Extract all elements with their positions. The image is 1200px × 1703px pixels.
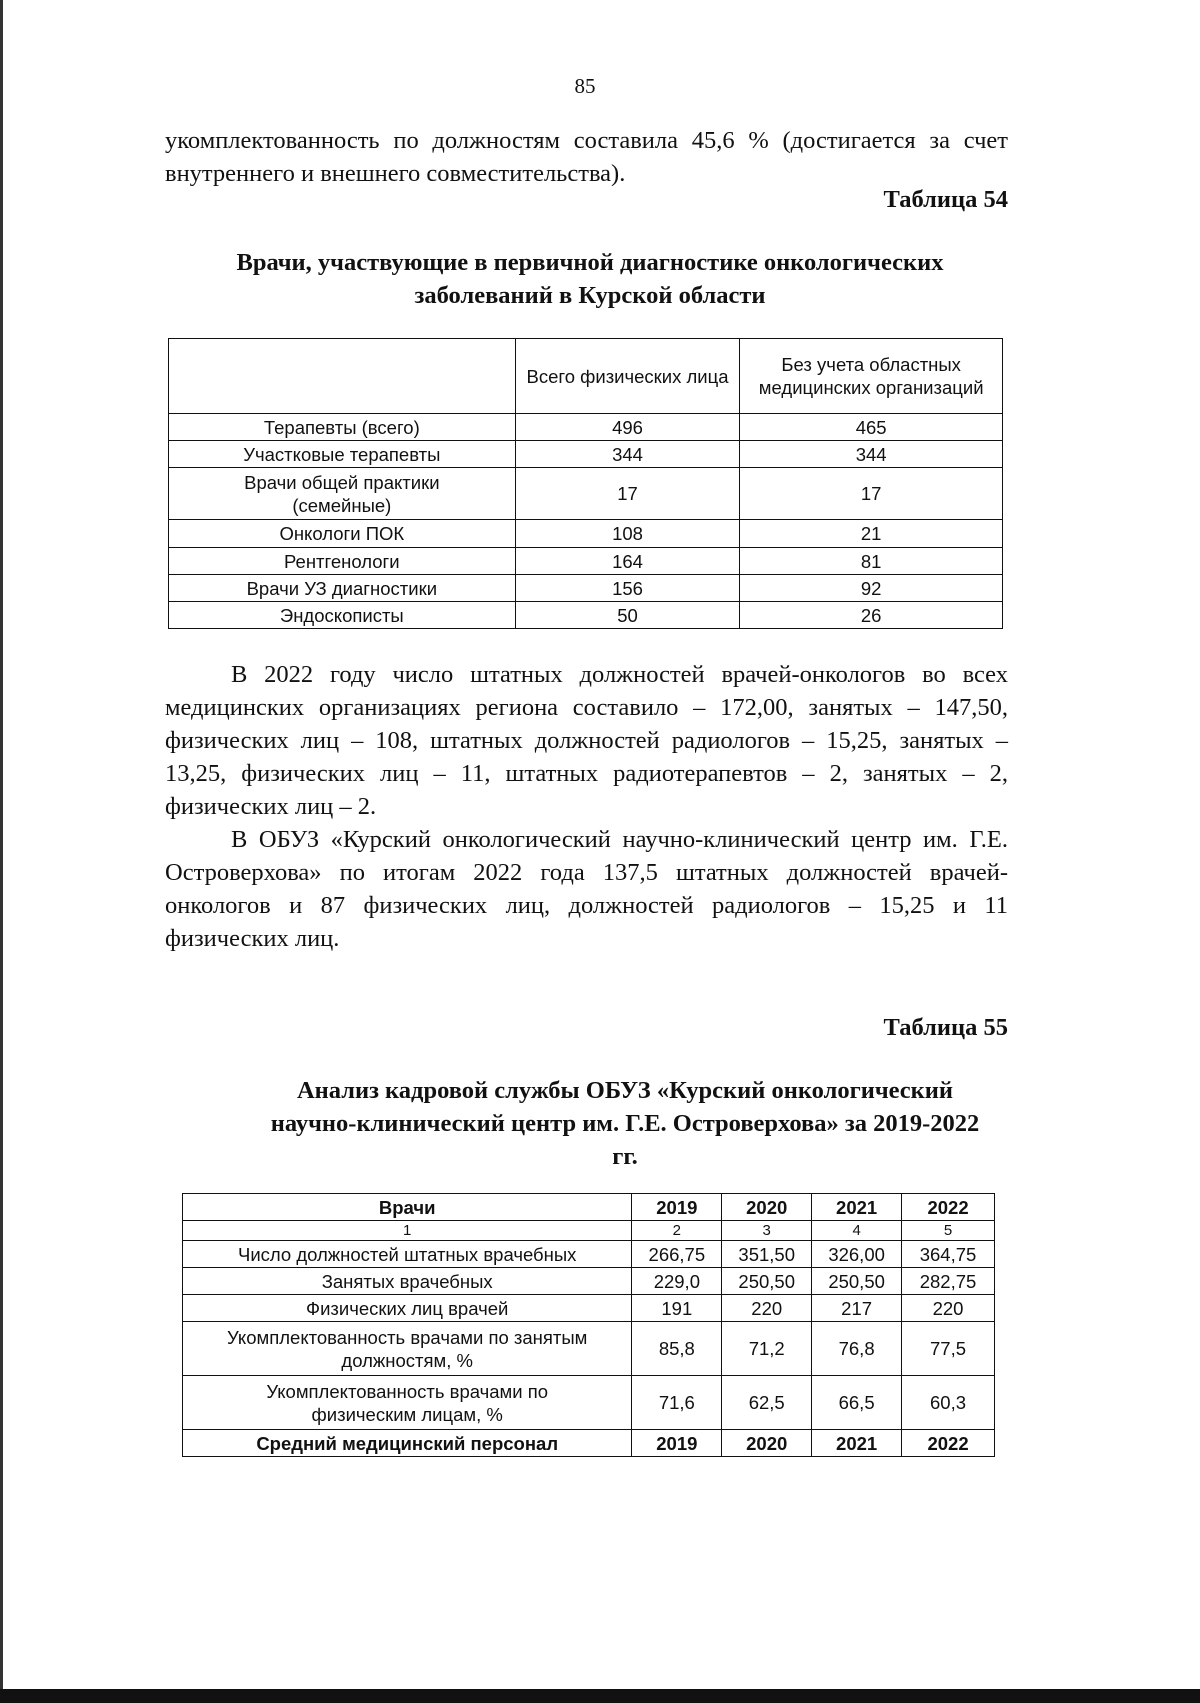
cell: 62,5: [722, 1376, 812, 1430]
cell: 81: [740, 548, 1003, 575]
cell: 250,50: [722, 1268, 812, 1295]
table55-caption: Таблица 55: [883, 1014, 1008, 1041]
intro-paragraph: укомплектованность по должностям составила 45,6 % (достигается за счет внутреннего и внешнего совместительства).: [165, 127, 1008, 187]
cell: 60,3: [902, 1376, 995, 1430]
header-cell: 2020: [722, 1194, 812, 1221]
cell: 3: [722, 1221, 812, 1241]
header-cell: Врачи: [183, 1194, 632, 1221]
cell: Врачи общей практики (семейные): [169, 468, 516, 520]
cell: Занятых врачебных: [183, 1268, 632, 1295]
cell: 17: [740, 468, 1003, 520]
cell: 351,50: [722, 1241, 812, 1268]
header-cell: Без учета областных медицинских организаций: [740, 339, 1003, 414]
cell: 21: [740, 520, 1003, 548]
cell: Число должностей штатных врачебных: [183, 1241, 632, 1268]
cell: 1: [183, 1221, 632, 1241]
cell: Врачи УЗ диагностики: [169, 575, 516, 602]
cell: 191: [632, 1295, 722, 1322]
cell: 266,75: [632, 1241, 722, 1268]
cell: 164: [515, 548, 740, 575]
table-row: [183, 1295, 995, 1322]
cell: 217: [812, 1295, 902, 1322]
cell: Физических лиц врачей: [183, 1295, 632, 1322]
cell: Онкологи ПОК: [169, 520, 516, 548]
cell: 282,75: [902, 1268, 995, 1295]
cell: 66,5: [812, 1376, 902, 1430]
paragraph: В 2022 году число штатных должностей врачей-онкологов во всех медицинских организациях региона составило – 172,00, занятых – 147,50, физических лиц – 108, штатных должностей радиологов – 15,25, занятых – 13,25, физических лиц – 11, штатных радиотерапевтов – 2, занятых – 2, физических лиц – 2.: [165, 661, 1008, 820]
table-row: [183, 1268, 995, 1295]
table-row: [169, 468, 1003, 520]
cell: 2019: [632, 1430, 722, 1457]
cell: 17: [515, 468, 740, 520]
table-row: [183, 1241, 995, 1268]
cell: 5: [902, 1221, 995, 1241]
header-cell: 2021: [812, 1194, 902, 1221]
cell: Рентгенологи: [169, 548, 516, 575]
paragraph: В ОБУЗ «Курский онкологический научно-клинический центр им. Г.Е. Островерхова» по итогам 2022 года 137,5 штатных должностей врачей-онкологов и 87 физических лиц, должностей радиологов – 15,25 и 11 физических лиц.: [165, 826, 1008, 952]
header-cell: [169, 339, 516, 414]
table-header-row: [169, 339, 1003, 414]
cell: 4: [812, 1221, 902, 1241]
table-row: [169, 602, 1003, 629]
cell: 344: [515, 441, 740, 468]
cell: 326,00: [812, 1241, 902, 1268]
table-row: [169, 441, 1003, 468]
cell: 465: [740, 414, 1003, 441]
table54-title: Врачи, участвующие в первичной диагностике онкологических заболеваний в Курской области: [236, 249, 944, 309]
table55-title: Анализ кадровой службы ОБУЗ «Курский онкологический научно-клинический центр им. Г.Е. Островерхова» за 2019-2022 гг.: [270, 1077, 980, 1170]
cell: 71,2: [722, 1322, 812, 1376]
table-header-row: [183, 1194, 995, 1221]
scan-bottom-border: [0, 1689, 1200, 1703]
cell: 71,6: [632, 1376, 722, 1430]
table-row: [183, 1376, 995, 1430]
cell: 92: [740, 575, 1003, 602]
cell: Участковые терапевты: [169, 441, 516, 468]
cell: 2: [632, 1221, 722, 1241]
header-cell: 2022: [902, 1194, 995, 1221]
cell: 156: [515, 575, 740, 602]
cell: 26: [740, 602, 1003, 629]
column-number-row: [183, 1221, 995, 1241]
table54-caption: Таблица 54: [883, 186, 1008, 213]
table-row: [169, 414, 1003, 441]
scan-edge: [0, 0, 3, 1703]
cell: Укомплектованность врачами по занятым должностям, %: [183, 1322, 632, 1376]
cell: Укомплектованность врачами по физическим лицам, %: [183, 1376, 632, 1430]
cell: 2020: [722, 1430, 812, 1457]
cell: 364,75: [902, 1241, 995, 1268]
page-number: 85: [574, 74, 596, 98]
cell: Терапевты (всего): [169, 414, 516, 441]
cell: 50: [515, 602, 740, 629]
cell: 85,8: [632, 1322, 722, 1376]
header-cell: 2019: [632, 1194, 722, 1221]
table-section-row: [183, 1430, 995, 1457]
cell: 220: [902, 1295, 995, 1322]
table-54: [168, 338, 1003, 629]
cell: Средний медицинский персонал: [183, 1430, 632, 1457]
cell: 229,0: [632, 1268, 722, 1295]
cell: Эндоскописты: [169, 602, 516, 629]
table-row: [169, 548, 1003, 575]
cell: 2022: [902, 1430, 995, 1457]
table-row: [183, 1322, 995, 1376]
cell: 2021: [812, 1430, 902, 1457]
cell: 496: [515, 414, 740, 441]
cell: 76,8: [812, 1322, 902, 1376]
table-row: [169, 520, 1003, 548]
table-row: [169, 575, 1003, 602]
cell: 77,5: [902, 1322, 995, 1376]
cell: 108: [515, 520, 740, 548]
cell: 344: [740, 441, 1003, 468]
cell: 220: [722, 1295, 812, 1322]
header-cell: Всего физических лица: [515, 339, 740, 414]
cell: 250,50: [812, 1268, 902, 1295]
table-55: [182, 1193, 995, 1457]
